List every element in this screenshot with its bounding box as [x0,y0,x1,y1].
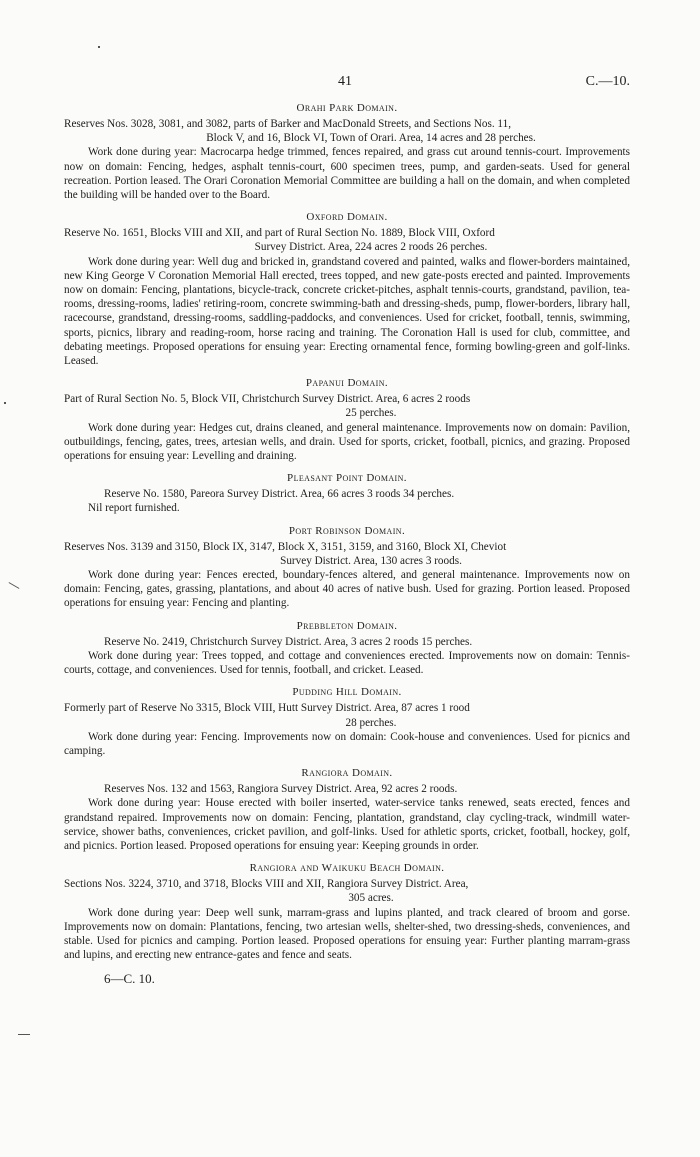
reserve-description [64,540,630,568]
document-page [64,74,630,987]
reserve-description [64,877,630,905]
section-title: Rangiora Domain. [301,767,393,780]
domain-section [64,862,630,962]
reserve-description: Reserve No. 1580, Pareora Survey District. Area, 66 acres 3 roods 34 perches. [104,488,455,501]
reserve-line-continued: Survey District. Area, 224 acres 2 roods 26 perches. [254,241,488,254]
work-report: Work done during year: House erected with boiler inserted, water-service tanks renewed, seats erected, fences and grandstand repaired. Improvements now on domain: Fencing, plantation, grandstand, clay cycling-track, windmill water-service, shower baths, conveniences, cricket pavilion, and golf-links. Used for athletic sports, cricket, football, hockey, golf, and picnics. Portion leased. Proposed operations for ensuing year: Keeping grounds in order. [64,797,630,852]
reserve-description: Reserve No. 2419, Christchurch Survey District. Area, 3 acres 2 roods 15 perches. [104,635,473,648]
section-title: Pleasant Point Domain. [287,472,407,485]
domain-section [64,211,630,368]
section-title: Prebbleton Domain. [296,619,398,632]
reserve-description: Reserves Nos. 132 and 1563, Rangiora Survey District. Area, 92 acres 2 roods. [104,783,458,796]
domain-section [64,767,630,853]
work-report: Work done during year: Hedges cut, drains cleaned, and general maintenance. Improvements now on domain: Pavilion, outbuildings, fencing, gates, trees, artesian wells, and drain. Used for sports, cricket, football, picnics, and grazing. Proposed operations for ensuing year: Levelling and draining. [64,421,630,463]
section-title: Oxford Domain. [306,211,388,224]
signature-mark: 6—C. 10. [104,971,155,987]
reserve-line: Reserve No. 1651, Blocks VIII and XII, and part of Rural Section No. 1889, Block VIII, Oxford [64,227,495,240]
margin-mark [18,1034,30,1035]
report-note: Nil report furnished. [88,502,180,515]
work-report: Work done during year: Trees topped, and cottage and conveniences erected. Improvements now on domain: Tennis-courts, cottage, and conveniences. Used for tennis, football, and cricket. Leased. [64,649,630,677]
reserve-line: Reserves Nos. 3028, 3081, and 3082, parts of Barker and MacDonald Streets, and Sections Nos. 11, [64,118,512,130]
section-title: Port Robinson Domain. [288,524,406,537]
section-title: Papanui Domain. [305,377,389,390]
reserve-line-continued: 305 acres. [348,892,394,905]
work-report: Work done during year: Well dug and bricked in, grandstand covered and painted, walks and flower-borders maintained, new King George V Coronation Memorial Hall erected, trees topped, and new gate-posts erected and painted. Improvements now on domain: Fencing, plantations, bicycle-track, concrete cricket-pitches, asphalt tennis-courts, grandstand, pavilion, tea-rooms, dressing-rooms, ladies' retiring-room, concrete swimming-bath and dressing-sheds, pump, flower-borders, library hall, racecourse, grandstand, dressing-rooms, saddling-paddocks, and conveniences. Used for cricket, football, tennis, swimming, sports, picnics, library and reading-room, horse racing and training. The Coronation Hall is used for club, committee, and debating meetings. Proposed operations for ensuing year: Erecting ornamental fence, forming bowling-green and golf-links. Leased. [64,255,630,368]
reserve-description [64,226,630,254]
work-report: Work done during year: Macrocarpa hedge trimmed, fences repaired, and grass cut around tennis-court. Improvements now on domain: Fencing, hedges, asphalt tennis-court, 600 specimen trees, pump, and garden-seats. Used for general recreation. Portion leased. The Orari Coronation Memorial Committee are building a hall on the domain, and when completed the building will be handed over to the Board. [64,146,630,202]
page-number: 41 [338,74,352,89]
reserve-line-continued: 28 perches. [345,716,397,729]
work-report: Work done during year: Fences erected, boundary-fences altered, and general maintenance. Improvements now on domain: Fencing, gates, grassing, plantations, and about 40 acres of native bush. Used for grazing. Portion leased. Proposed operations for ensuing year: Fencing and planting. [64,569,630,610]
section-title: Orahi Park Domain. [296,102,398,114]
domain-section [64,102,630,202]
section-title: Pudding Hill Domain. [292,686,402,699]
work-report: Work done during year: Deep well sunk, marram-grass and lupins planted, and track cleared of broom and gorse. Improvements now on domain: Plantations, fencing, two artesian wells, shelter-shed, two dressing-sheds, conveniences, and stable. Used for picnics and camping. Portion leased. Proposed operations for ensuing year: Further planting marram-grass and lupins, and erecting new entrance-gates and fence and seats. [64,906,630,962]
margin-mark [98,46,100,48]
reserve-line: Formerly part of Reserve No 3315, Block VIII, Hutt Survey District. Area, 87 acres 1 rood [64,702,470,715]
work-report: Work done during year: Fencing. Improvements now on domain: Cook-house and conveniences. Used for picnics and camping. [64,730,630,757]
domain-section [64,472,630,515]
margin-mark [4,402,6,404]
domain-section [64,620,630,678]
reserve-line: Sections Nos. 3224, 3710, and 3718, Blocks VIII and XII, Rangiora Survey District. Area, [64,878,469,891]
margin-mark [9,582,20,589]
page-header [64,74,630,102]
reserve-description [64,392,630,420]
reserve-line-continued: 25 perches. [345,407,397,420]
reserve-line: Reserves Nos. 3139 and 3150, Block IX, 3147, Block X, 3151, 3159, and 3160, Block XI, Cheviot [64,540,507,553]
reserve-description [64,117,630,145]
document-reference: C.—10. [585,74,630,89]
reserve-line-continued: Survey District. Area, 130 acres 3 roods. [280,554,462,567]
domain-section [64,525,630,611]
reserve-line-continued: Block V, and 16, Block VI, Town of Orari. Area, 14 acres and 28 perches. [206,132,536,145]
reserve-line: Part of Rural Section No. 5, Block VII, Christchurch Survey District. Area, 6 acres 2 roods [64,393,471,406]
domain-section [64,377,630,463]
domain-section [64,686,630,758]
section-title: Rangiora and Waikuku Beach Domain. [249,862,445,875]
reserve-description [64,701,630,729]
